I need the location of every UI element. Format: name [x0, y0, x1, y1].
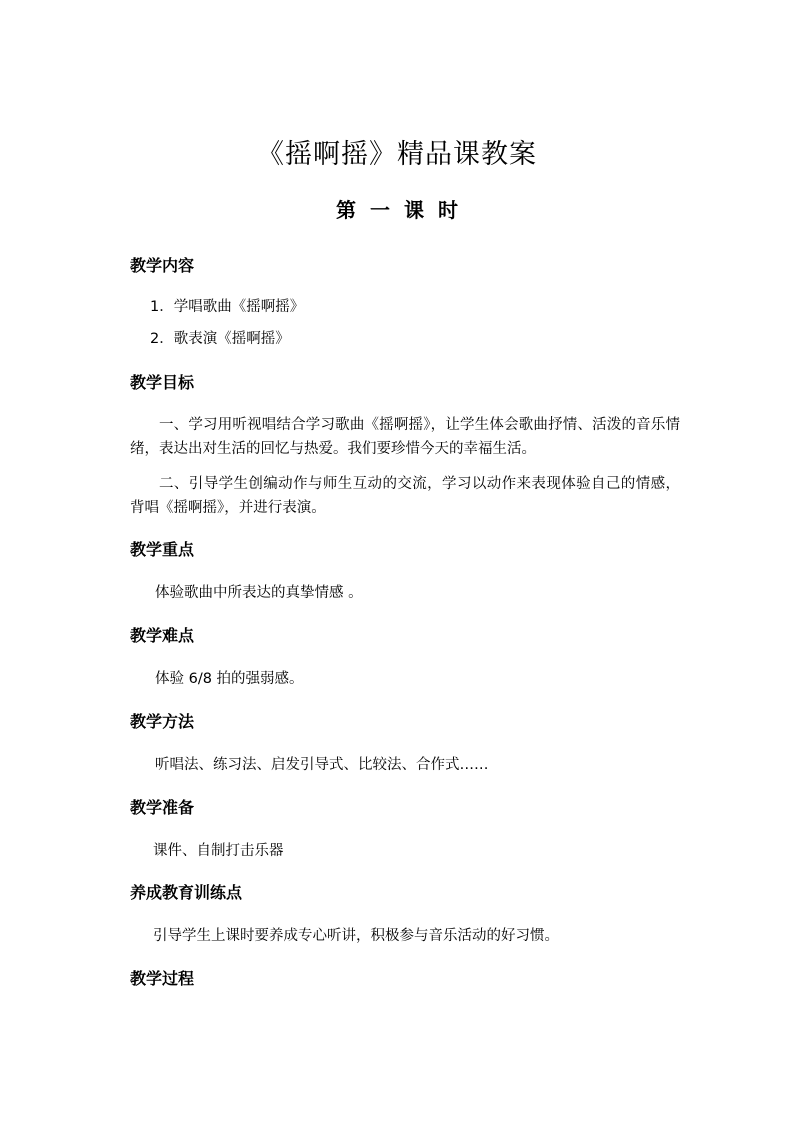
section-heading-goals: 教学目标 — [130, 373, 195, 392]
key-points-text: 体验歌曲中所表达的真挚情感 。 — [155, 585, 363, 601]
lesson-subtitle: 第一课时 — [336, 198, 472, 222]
goals-paragraph-1: 一、学习用听视唱结合学习歌曲《摇啊摇》，让学生体会歌曲抒情、活泼的音乐情绪，表达出对生活的回忆与热爱。我们要珍惜今天的幸福生活。 — [130, 417, 680, 457]
content-item-2: 2．歌表演《摇啊摇》 — [150, 331, 290, 347]
section-heading-content: 教学内容 — [130, 256, 195, 275]
section-heading-key-points: 教学重点 — [130, 540, 195, 559]
section-heading-preparation: 教学准备 — [130, 798, 195, 817]
section-heading-habits: 养成教育训练点 — [130, 883, 243, 902]
goals-paragraph-2: 二、引导学生创编动作与师生互动的交流，学习以动作来表现体验自己的情感，背唱《摇啊摇》，并进行表演。 — [130, 476, 680, 516]
section-heading-process: 教学过程 — [130, 969, 195, 988]
preparation-text: 课件、自制打击乐器 — [153, 843, 284, 859]
section-heading-methods: 教学方法 — [130, 712, 195, 731]
habits-text: 引导学生上课时要养成专心听讲，积极参与音乐活动的好习惯。 — [153, 928, 559, 944]
difficulties-text: 体验 6/8 拍的强弱感。 — [155, 671, 304, 687]
methods-text: 听唱法、练习法、启发引导式、比较法、合作式…… — [155, 757, 489, 773]
content-item-1: 1．学唱歌曲《摇啊摇》 — [150, 299, 305, 315]
section-heading-difficulties: 教学难点 — [130, 626, 195, 645]
document-title: 《摇啊摇》精品课教案 — [257, 139, 537, 170]
